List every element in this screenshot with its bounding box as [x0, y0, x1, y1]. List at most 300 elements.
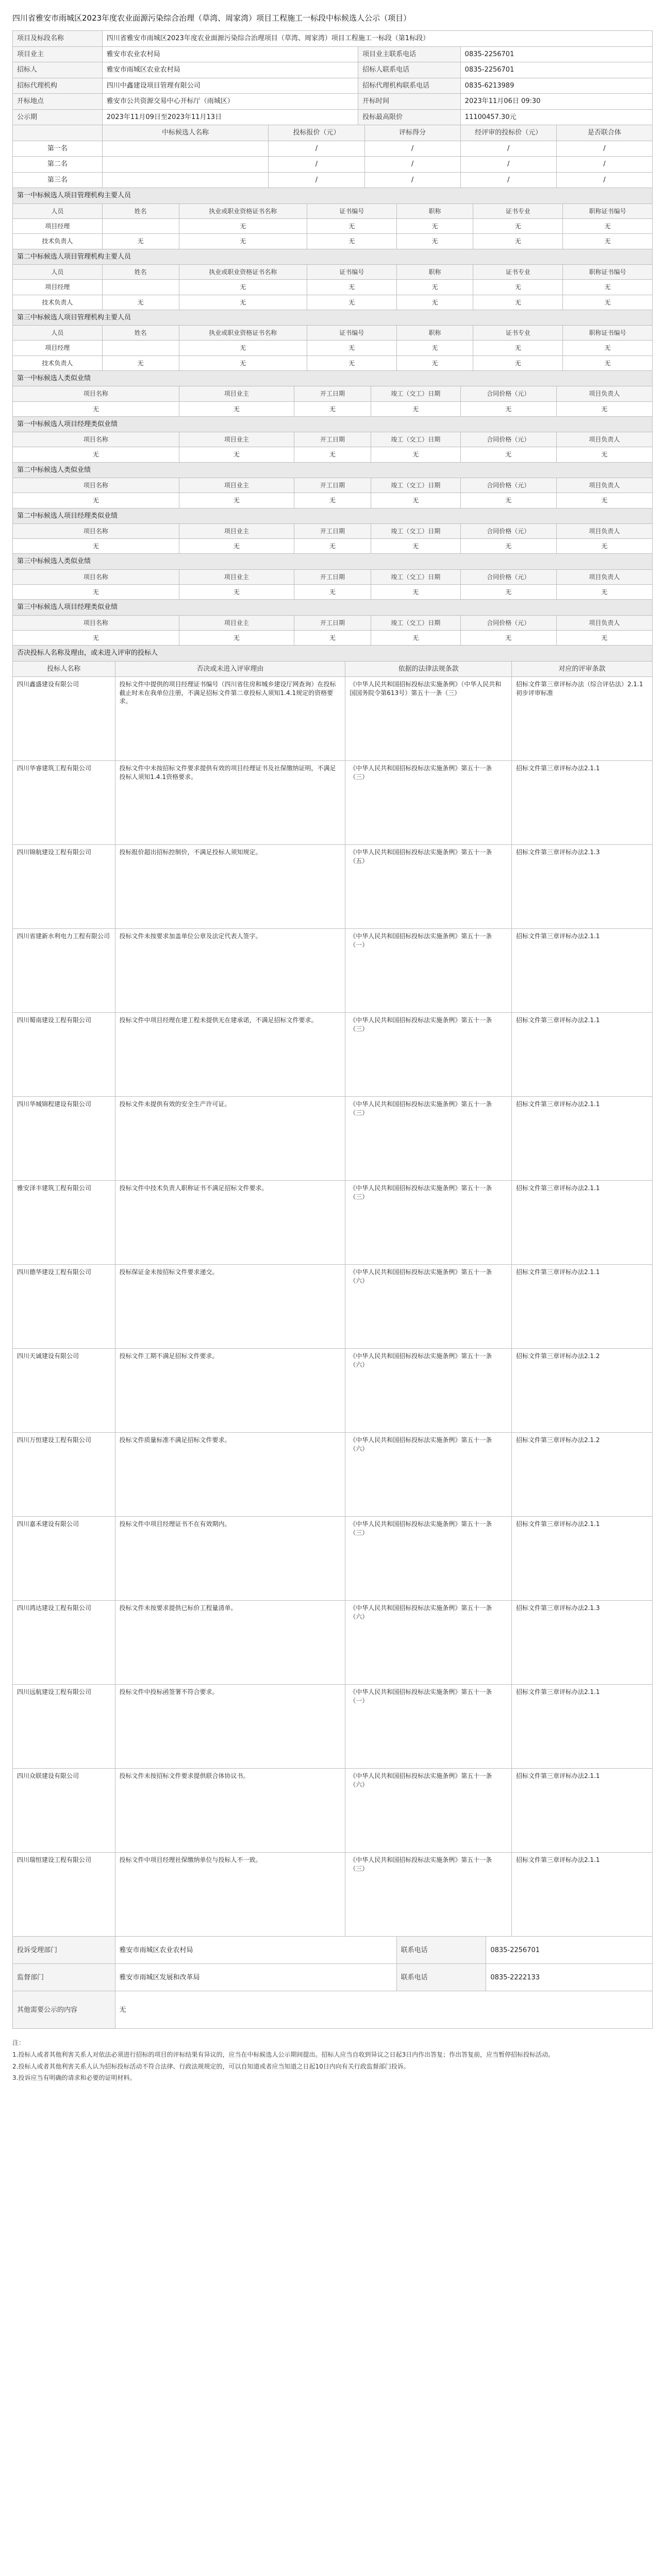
notes-title: 注： [12, 2039, 25, 2047]
perf-p4: 无 [371, 631, 460, 646]
perf-header-row [13, 524, 653, 539]
staff-name: 无 [102, 355, 179, 370]
perf-p3: 无 [294, 631, 371, 646]
info-label: 投标最高限价 [358, 109, 461, 125]
perf-row [13, 539, 653, 554]
perf-col-h2: 项目业主 [179, 615, 294, 630]
reject-row [13, 1097, 653, 1181]
staff-row [13, 341, 653, 355]
perf-col-h2: 项目业主 [179, 570, 294, 585]
reject-reason: 投标文件中项目经理证书不在有效期内。 [115, 1517, 345, 1601]
perf-p1: 无 [13, 585, 179, 600]
footer-row [13, 1991, 653, 2029]
reject-bidder: 四川天诚建设有限公司 [13, 1349, 115, 1433]
reject-law: 《中华人民共和国招标投标法实施条例》（中华人民共和国国务院令第613号）第五十一条（三） [345, 677, 512, 761]
col-reason: 否决或未进入评审理由 [115, 661, 345, 677]
info-value: 0835-2256701 [460, 62, 652, 78]
perf-col-h1: 项目名称 [13, 478, 179, 493]
reject-row [13, 1601, 653, 1685]
reject-reason: 投标保证金未按招标文件要求递交。 [115, 1265, 345, 1349]
staff-col-h4: 证书编号 [307, 204, 396, 219]
info-label: 招标代理机构联系电话 [358, 78, 461, 94]
reject-reason: 投标文件质量标准不满足招标文件要求。 [115, 1433, 345, 1517]
perf-p6: 无 [556, 493, 652, 508]
col-clause: 对应的评审条款 [511, 661, 652, 677]
perf-section-row [13, 370, 653, 386]
perf-section-row [13, 554, 653, 570]
staff-no: 无 [307, 355, 396, 370]
staff-title: 无 [396, 355, 473, 370]
staff-cert: 无 [179, 341, 307, 355]
perf-p1: 无 [13, 539, 179, 554]
staff-row [13, 295, 653, 310]
perf-col-h6: 项目负责人 [556, 478, 652, 493]
staff-section-title: 第三中标候选人项目管理机构主要人员 [13, 310, 653, 326]
perf-p2: 无 [179, 539, 294, 554]
reject-reason: 投标文件中技术负责人职称证书不满足招标文件要求。 [115, 1181, 345, 1265]
footer-value: 雅安市雨城区发展和改革局 [115, 1964, 396, 1991]
perf-col-h5: 合同价格（元） [460, 478, 556, 493]
candidate-row [13, 141, 653, 157]
reject-reason: 投标文件中投标函签署不符合要求。 [115, 1685, 345, 1769]
staff-tno: 无 [563, 295, 653, 310]
reject-reason: 投标文件中项目经理在建工程未提供无在建承诺，不满足招标文件要求。 [115, 1013, 345, 1097]
perf-p3: 无 [294, 493, 371, 508]
perf-col-h5: 合同价格（元） [460, 524, 556, 539]
staff-col-h5: 职称 [396, 265, 473, 280]
reject-bidder: 四川华睿建筑工程有限公司 [13, 761, 115, 845]
staff-major: 无 [473, 219, 563, 234]
candidate-rank: 第二名 [13, 157, 103, 173]
footer-value2: 0835-2222133 [486, 1964, 653, 1991]
candidate-row [13, 172, 653, 188]
info-label: 项目业主 [13, 46, 103, 62]
staff-name [102, 280, 179, 295]
staff-header-row [13, 204, 653, 219]
reject-clause: 招标文件第三章评标办法2.1.2 [511, 1349, 652, 1433]
perf-p2: 无 [179, 585, 294, 600]
info-value: 雅安市雨城区农业农村局 [102, 62, 358, 78]
reject-law: 《中华人民共和国招标投标法实施条例》第五十一条（三） [345, 1517, 512, 1601]
candidates-header [13, 125, 653, 141]
perf-section-row [13, 462, 653, 478]
perf-col-h1: 项目名称 [13, 615, 179, 630]
performance-tables [12, 370, 653, 646]
perf-p4: 无 [371, 585, 460, 600]
staff-tno: 无 [563, 341, 653, 355]
reject-clause: 招标文件第三章评标办法2.1.1 [511, 1769, 652, 1853]
perf-col-h1: 项目名称 [13, 524, 179, 539]
reject-law: 《中华人民共和国招标投标法实施条例》第五十一条（六） [345, 1433, 512, 1517]
perf-col-h2: 项目业主 [179, 432, 294, 447]
reject-reason: 投标文件中未按招标文件要求提供有效的项目经理证书及社保缴纳证明，不满足投标人须知1.4.1资格要求。 [115, 761, 345, 845]
reject-bidder: 四川锦航建设工程有限公司 [13, 845, 115, 929]
reject-law: 《中华人民共和国招标投标法实施条例》第五十一条（三） [345, 1181, 512, 1265]
perf-col-h3: 开工日期 [294, 432, 371, 447]
note-item: 3.投诉应当有明确的请求和必要的证明材料。 [12, 2074, 136, 2082]
staff-section-row [13, 188, 653, 204]
reject-law: 《中华人民共和国招标投标法实施条例》第五十一条（一） [345, 1685, 512, 1769]
reject-row [13, 1853, 653, 1937]
reject-clause: 招标文件第三章评标办法2.1.3 [511, 1601, 652, 1685]
info-value: 2023年11月06日 09:30 [460, 94, 652, 110]
perf-p2: 无 [179, 447, 294, 462]
staff-col-h5: 职称 [396, 326, 473, 341]
footer-value: 无 [115, 1991, 652, 2029]
perf-section-title: 第二中标候选人类似业绩 [13, 462, 653, 478]
perf-section-row [13, 416, 653, 432]
candidate-price: / [269, 157, 364, 173]
staff-name [102, 341, 179, 355]
perf-p3: 无 [294, 447, 371, 462]
reject-bidder: 四川德华建设工程有限公司 [13, 1265, 115, 1349]
info-value: 雅安市农业农村局 [102, 46, 358, 62]
perf-col-h3: 开工日期 [294, 615, 371, 630]
perf-col-h4: 竣工（交工）日期 [371, 432, 460, 447]
candidate-eval: / [460, 141, 556, 157]
perf-p5: 无 [460, 631, 556, 646]
perf-section-title: 第二中标候选人项目经理类似业绩 [13, 508, 653, 524]
reject-law: 《中华人民共和国招标投标法实施条例》第五十一条（三） [345, 761, 512, 845]
reject-title: 否决投标人名称及理由，或未进入评审的投标人 [13, 646, 653, 662]
reject-reason: 投标文件中项目经理社保缴纳单位与投标人不一致。 [115, 1853, 345, 1937]
candidate-score: / [364, 157, 460, 173]
reject-law: 《中华人民共和国招标投标法实施条例》第五十一条（三） [345, 1013, 512, 1097]
reject-bidder: 四川远航建设工程有限公司 [13, 1685, 115, 1769]
info-label: 招标人 [13, 62, 103, 78]
reject-row [13, 1517, 653, 1601]
perf-p5: 无 [460, 447, 556, 462]
staff-col-h5: 职称 [396, 204, 473, 219]
staff-col-h4: 证书编号 [307, 265, 396, 280]
perf-p2: 无 [179, 631, 294, 646]
perf-header-row [13, 478, 653, 493]
perf-row [13, 447, 653, 462]
info-value: 四川中鑫建设项目管理有限公司 [102, 78, 358, 94]
footer-value: 雅安市雨城区农业农村局 [115, 1937, 396, 1964]
col-law: 依据的法律法规条款 [345, 661, 512, 677]
reject-clause: 招标文件第三章评标办法2.1.3 [511, 845, 652, 929]
staff-row [13, 280, 653, 295]
reject-reason: 投标文件未按招标文件要求提供联合体协议书。 [115, 1769, 345, 1853]
info-row [13, 109, 653, 125]
reject-row [13, 677, 653, 761]
info-value: 四川省雅安市雨城区2023年度农业面源污染综合治理项目（草湾、周家湾）项目工程施工一标段（第1标段） [102, 31, 652, 47]
reject-clause: 招标文件第三章评标办法2.1.2 [511, 1433, 652, 1517]
reject-row [13, 845, 653, 929]
perf-col-h1: 项目名称 [13, 432, 179, 447]
reject-clause: 招标文件第三章评标办法2.1.1 [511, 1013, 652, 1097]
reject-row [13, 929, 653, 1013]
footer-value2: 0835-2256701 [486, 1937, 653, 1964]
candidate-joint: / [556, 172, 652, 188]
staff-role: 技术负责人 [13, 234, 103, 249]
footer-label: 其他需要公示的内容 [13, 1991, 115, 2029]
perf-p4: 无 [371, 493, 460, 508]
perf-p6: 无 [556, 401, 652, 416]
perf-col-h2: 项目业主 [179, 478, 294, 493]
info-value: 11100457.30元 [460, 109, 652, 125]
staff-tno: 无 [563, 280, 653, 295]
staff-col-h1: 人员 [13, 204, 103, 219]
note-item: 2.投标人或者其他利害关系人认为招标投标活动不符合法律、行政法规规定的，可以自知道或者应当知道之日起10日内向有关行政监督部门投诉。 [12, 2062, 410, 2070]
reject-clause: 招标文件第三章评标办法2.1.1 [511, 1685, 652, 1769]
perf-col-h1: 项目名称 [13, 386, 179, 401]
reject-clause: 招标文件第三章评标办法2.1.1 [511, 929, 652, 1013]
perf-row [13, 493, 653, 508]
perf-p2: 无 [179, 401, 294, 416]
perf-col-h5: 合同价格（元） [460, 615, 556, 630]
perf-p5: 无 [460, 401, 556, 416]
staff-no: 无 [307, 341, 396, 355]
reject-bidder: 四川众联建设有限公司 [13, 1769, 115, 1853]
staff-no: 无 [307, 280, 396, 295]
staff-col-h2: 姓名 [102, 265, 179, 280]
reject-row [13, 1265, 653, 1349]
reject-clause: 招标文件第三章评标办法2.1.1 [511, 1265, 652, 1349]
candidate-name [102, 141, 269, 157]
perf-col-h3: 开工日期 [294, 524, 371, 539]
reject-reason: 投标文件未按要求提供已标价工程量清单。 [115, 1601, 345, 1685]
perf-col-h4: 竣工（交工）日期 [371, 386, 460, 401]
reject-clause: 招标文件第三章评标办法2.1.1 [511, 1517, 652, 1601]
perf-col-h4: 竣工（交工）日期 [371, 524, 460, 539]
candidate-name [102, 157, 269, 173]
staff-tno: 无 [563, 355, 653, 370]
perf-col-h4: 竣工（交工）日期 [371, 570, 460, 585]
candidates-table [12, 125, 653, 188]
info-label: 开标地点 [13, 94, 103, 110]
reject-bidder: 四川华城锦程建设有限公司 [13, 1097, 115, 1181]
perf-p1: 无 [13, 447, 179, 462]
staff-row [13, 355, 653, 370]
staff-name [102, 219, 179, 234]
staff-section-row [13, 249, 653, 265]
candidate-score: / [364, 141, 460, 157]
candidate-rank: 第三名 [13, 172, 103, 188]
staff-cert: 无 [179, 295, 307, 310]
reject-bidder: 四川省建新水利电力工程有限公司 [13, 929, 115, 1013]
perf-p2: 无 [179, 493, 294, 508]
info-row [13, 31, 653, 47]
reject-clause: 招标文件第三章评标办法2.1.1 [511, 1097, 652, 1181]
perf-header-row [13, 386, 653, 401]
info-value: 2023年11月09日至2023年11月13日 [102, 109, 358, 125]
reject-reason: 投标文件中提供的项目经理证书编号（四川省住房和城乡建设厅网查询）在投标截止时未在我单位注册，不满足招标文件第二章投标人须知1.4.1规定的资格要求。 [115, 677, 345, 761]
info-label: 招标人联系电话 [358, 62, 461, 78]
info-value: 0835-6213989 [460, 78, 652, 94]
perf-p5: 无 [460, 539, 556, 554]
staff-col-h3: 执业或职业资格证书名称 [179, 204, 307, 219]
perf-col-h3: 开工日期 [294, 570, 371, 585]
staff-major: 无 [473, 234, 563, 249]
perf-col-h4: 竣工（交工）日期 [371, 615, 460, 630]
perf-col-h6: 项目负责人 [556, 615, 652, 630]
perf-section-title: 第三中标候选人类似业绩 [13, 554, 653, 570]
info-row [13, 46, 653, 62]
staff-major: 无 [473, 295, 563, 310]
reject-law: 《中华人民共和国招标投标法实施条例》第五十一条（六） [345, 1349, 512, 1433]
staff-col-h6: 证书专业 [473, 204, 563, 219]
reject-row [13, 1433, 653, 1517]
perf-col-h1: 项目名称 [13, 570, 179, 585]
reject-reason: 投标报价超出招标控制价，不满足投标人须知规定。 [115, 845, 345, 929]
candidate-joint: / [556, 141, 652, 157]
perf-p1: 无 [13, 401, 179, 416]
info-row [13, 78, 653, 94]
perf-col-h6: 项目负责人 [556, 432, 652, 447]
reject-reason: 投标文件未按要求加盖单位公章及法定代表人签字。 [115, 929, 345, 1013]
reject-law: 《中华人民共和国招标投标法实施条例》第五十一条（六） [345, 1769, 512, 1853]
staff-col-h6: 证书专业 [473, 326, 563, 341]
reject-row [13, 1013, 653, 1097]
reject-bidder: 四川鑫盛建设有限公司 [13, 677, 115, 761]
staff-col-h2: 姓名 [102, 326, 179, 341]
perf-p6: 无 [556, 631, 652, 646]
reject-bidder: 四川蜀南建设工程有限公司 [13, 1013, 115, 1097]
staff-major: 无 [473, 355, 563, 370]
staff-col-h2: 姓名 [102, 204, 179, 219]
info-value: 雅安市公共资源交易中心开标厅（雨城区） [102, 94, 358, 110]
footer-table [12, 1936, 653, 2029]
footer-row [13, 1937, 653, 1964]
staff-section-title: 第一中标候选人项目管理机构主要人员 [13, 188, 653, 204]
reject-bidder: 四川瑞恒建设工程有限公司 [13, 1853, 115, 1937]
perf-header-row [13, 570, 653, 585]
reject-clause: 招标文件第三章评标办法（综合评估法）2.1.1初步评审标准 [511, 677, 652, 761]
info-row [13, 94, 653, 110]
info-label: 招标代理机构 [13, 78, 103, 94]
staff-tables [12, 188, 653, 370]
reject-clause: 招标文件第三章评标办法2.1.1 [511, 761, 652, 845]
staff-col-h4: 证书编号 [307, 326, 396, 341]
staff-tno: 无 [563, 234, 653, 249]
reject-row [13, 1769, 653, 1853]
perf-header-row [13, 615, 653, 630]
perf-col-h3: 开工日期 [294, 386, 371, 401]
footer-label: 监督部门 [13, 1964, 115, 1991]
candidate-price: / [269, 172, 364, 188]
perf-p5: 无 [460, 493, 556, 508]
reject-row [13, 761, 653, 845]
perf-p6: 无 [556, 539, 652, 554]
staff-col-h1: 人员 [13, 326, 103, 341]
col-score: 评标得分 [364, 125, 460, 141]
staff-title: 无 [396, 280, 473, 295]
reject-bidder: 四川嘉禾建设有限公司 [13, 1517, 115, 1601]
perf-p3: 无 [294, 539, 371, 554]
staff-col-h1: 人员 [13, 265, 103, 280]
perf-p4: 无 [371, 401, 460, 416]
staff-no: 无 [307, 234, 396, 249]
perf-section-row [13, 508, 653, 524]
perf-p1: 无 [13, 493, 179, 508]
staff-header-row [13, 265, 653, 280]
staff-section-title: 第二中标候选人项目管理机构主要人员 [13, 249, 653, 265]
perf-section-row [13, 600, 653, 616]
candidate-price: / [269, 141, 364, 157]
staff-header-row [13, 326, 653, 341]
info-row [13, 62, 653, 78]
info-label: 开标时间 [358, 94, 461, 110]
col-eval-price: 经评审的投标价（元） [460, 125, 556, 141]
footer-label2: 联系电话 [396, 1937, 486, 1964]
staff-cert: 无 [179, 280, 307, 295]
perf-col-h5: 合同价格（元） [460, 432, 556, 447]
candidate-score: / [364, 172, 460, 188]
reject-row [13, 1181, 653, 1265]
staff-row [13, 234, 653, 249]
candidate-joint: / [556, 157, 652, 173]
reject-table [12, 645, 653, 1937]
reject-clause: 招标文件第三章评标办法2.1.1 [511, 1181, 652, 1265]
perf-p1: 无 [13, 631, 179, 646]
perf-col-h2: 项目业主 [179, 386, 294, 401]
page-title: 四川省雅安市雨城区2023年度农业面源污染综合治理（草湾、周家湾）项目工程施工一标段中标候选人公示（项目） [12, 13, 411, 23]
reject-law: 《中华人民共和国招标投标法实施条例》第五十一条（六） [345, 1265, 512, 1349]
perf-col-h6: 项目负责人 [556, 570, 652, 585]
reject-row [13, 1349, 653, 1433]
staff-role: 技术负责人 [13, 355, 103, 370]
perf-section-title: 第一中标候选人项目经理类似业绩 [13, 416, 653, 432]
perf-col-h5: 合同价格（元） [460, 386, 556, 401]
info-value: 0835-2256701 [460, 46, 652, 62]
perf-col-h3: 开工日期 [294, 478, 371, 493]
staff-col-h6: 证书专业 [473, 265, 563, 280]
staff-tno: 无 [563, 219, 653, 234]
perf-p3: 无 [294, 401, 371, 416]
staff-role: 项目经理 [13, 341, 103, 355]
perf-p3: 无 [294, 585, 371, 600]
candidate-name [102, 172, 269, 188]
staff-title: 无 [396, 341, 473, 355]
col-joint: 是否联合体 [556, 125, 652, 141]
reject-row [13, 1685, 653, 1769]
staff-role: 项目经理 [13, 280, 103, 295]
staff-major: 无 [473, 280, 563, 295]
reject-law: 《中华人民共和国招标投标法实施条例》第五十一条（六） [345, 1601, 512, 1685]
staff-no: 无 [307, 219, 396, 234]
reject-reason: 投标文件未提供有效的安全生产许可证。 [115, 1097, 345, 1181]
staff-role: 项目经理 [13, 219, 103, 234]
staff-section-row [13, 310, 653, 326]
staff-title: 无 [396, 219, 473, 234]
staff-name: 无 [102, 295, 179, 310]
note-item: 1.投标人或者其他利害关系人对依法必须进行招标的项目的评标结果有异议的，应当在中标候选人公示期间提出。招标人应当自收到异议之日起3日内作出答复；作出答复前，应当暂停招标投标活动。 [12, 2051, 555, 2059]
staff-title: 无 [396, 295, 473, 310]
perf-col-h6: 项目负责人 [556, 524, 652, 539]
reject-law: 《中华人民共和国招标投标法实施条例》第五十一条（五） [345, 845, 512, 929]
col-bid-price: 投标报价（元） [269, 125, 364, 141]
candidate-rank: 第一名 [13, 141, 103, 157]
project-info-table [12, 30, 653, 125]
notes [12, 2038, 653, 2082]
reject-bidder: 四川万恒建设工程有限公司 [13, 1433, 115, 1517]
perf-p4: 无 [371, 539, 460, 554]
perf-col-h2: 项目业主 [179, 524, 294, 539]
perf-p6: 无 [556, 585, 652, 600]
staff-cert: 无 [179, 355, 307, 370]
reject-reason: 投标文件工期不满足招标文件要求。 [115, 1349, 345, 1433]
perf-row [13, 401, 653, 416]
col-bidder: 投标人名称 [13, 661, 115, 677]
reject-law: 《中华人民共和国招标投标法实施条例》第五十一条（三） [345, 1097, 512, 1181]
reject-law: 《中华人民共和国招标投标法实施条例》第五十一条（三） [345, 1853, 512, 1937]
candidate-row [13, 157, 653, 173]
staff-col-h3: 执业或职业资格证书名称 [179, 265, 307, 280]
reject-law: 《中华人民共和国招标投标法实施条例》第五十一条（一） [345, 929, 512, 1013]
footer-label: 投诉受理部门 [13, 1937, 115, 1964]
